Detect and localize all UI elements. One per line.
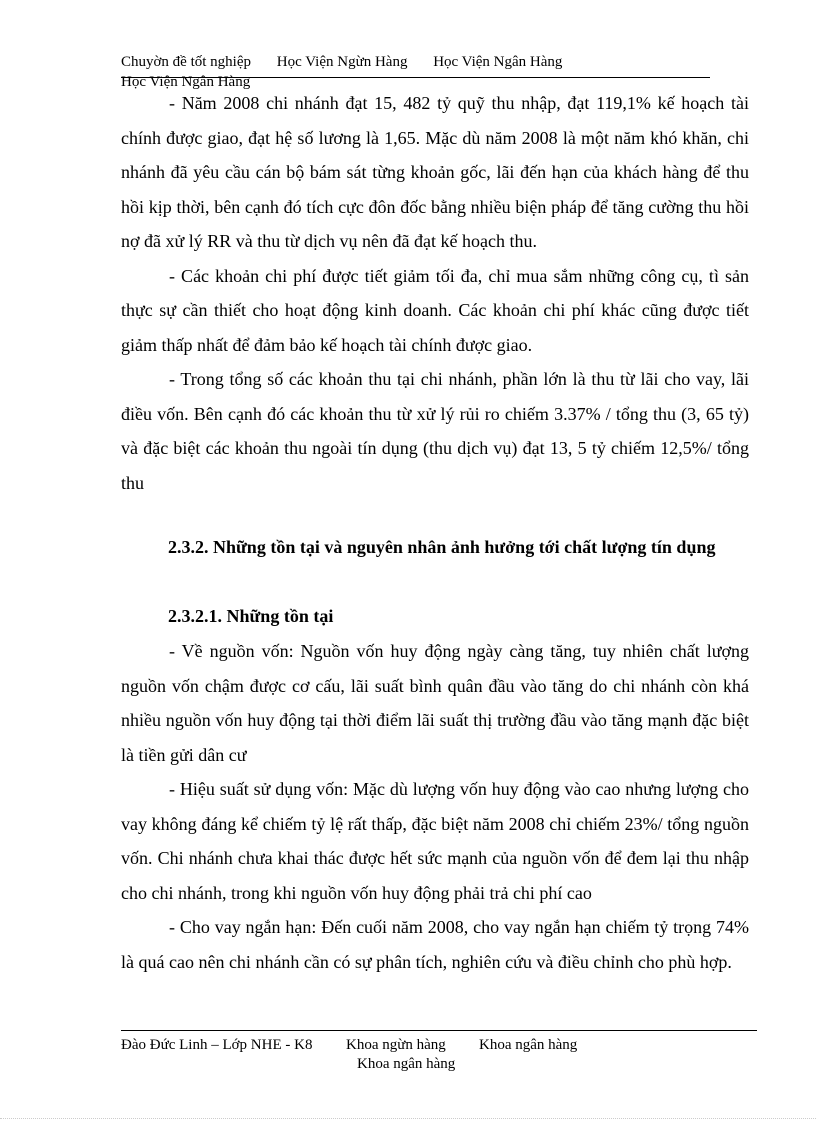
footer-divider — [121, 1030, 757, 1031]
header-school-line-2: Học Viện Ngân Hàng — [121, 74, 251, 90]
paragraph-income: - Năm 2008 chi nhánh đạt 15, 482 tỷ quỹ thu nhập, đạt 119,1% kế hoạch tài chính được giao, đạt hệ số lương là 1,65. Mặc dù năm 2008 là một năm khó khăn, chi nhánh đã yêu cầu cán bộ bám sát từng khoản gốc, lãi đến hạn của khách hàng để thu hồi kịp thời, bên cạnh đó tích cực đôn đốc bằng nhiều biện pháp để tăng cường thu hồi nợ đã xử lý RR và thu từ dịch vụ nên đã đạt kế hoạch thu. — [121, 93, 749, 251]
page-header — [121, 54, 584, 71]
header-school-label: Học Viện Ngừn Hàng — [276, 54, 408, 70]
page-footer — [121, 1037, 578, 1054]
footer-school-label-2: Khoa ngân hàng — [479, 1037, 578, 1053]
body-block-1 — [121, 86, 749, 500]
paragraph-revenue: - Trong tổng số các khoản thu tại chi nhánh, phần lớn là thu từ lãi cho vay, lãi điều vốn. Bên cạnh đó các khoản thu từ xử lý rủi ro chiếm 3.37% / tổng thu (3, 65 tỷ) và đặc biệt các khoản thu ngoài tín dụng (thu dịch vụ) đạt 13, 5 tỷ chiếm 12,5%/ tổng thu — [121, 369, 749, 493]
paragraph-short-term-lending: - Cho vay ngắn hạn: Đến cuối năm 2008, cho vay ngắn hạn chiếm tỷ trọng 74% là quá cao nên chi nhánh cần có sự phân tích, nghiên cứu và điều chỉnh cho phù hợp. — [121, 917, 749, 972]
header-thesis-label: Chuyờn đề tốt nghiệp — [121, 54, 252, 70]
subsection-heading: 2.3.2.1. Những tồn tại — [168, 606, 334, 626]
paragraph-capital-sources: - Về nguồn vốn: Nguồn vốn huy động ngày càng tăng, tuy nhiên chất lượng nguồn vốn chậm được cơ cấu, lãi suất bình quân đầu vào tăng do chi nhánh còn khá nhiều nguồn vốn huy động tại thời điểm lãi suất thị trường đầu vào tăng mạnh đặc biệt là tiền gửi dân cư — [121, 641, 749, 765]
footer-school-line-2: Khoa ngân hàng — [357, 1056, 456, 1072]
footer-school-label: Khoa ngừn hàng — [346, 1037, 446, 1053]
body-block-2 — [121, 634, 749, 979]
paragraph-costs: - Các khoản chi phí được tiết giảm tối đa, chỉ mua sắm những công cụ, tì sản thực sự cần thiết cho hoạt động kinh doanh. Các khoản chi phí khác cũng được tiết giảm thấp nhất để đảm bảo kế hoạch tài chính được giao. — [121, 265, 749, 355]
section-heading: 2.3.2. Những tồn tại và nguyên nhân ảnh hưởng tới chất lượng tín dụng — [168, 537, 716, 557]
page-edge-divider — [0, 1118, 816, 1119]
paragraph-capital-efficiency: - Hiệu suất sử dụng vốn: Mặc dù lượng vốn huy động vào cao nhưng lượng cho vay không đáng kể chiếm tỷ lệ rất thấp, đặc biệt năm 2008 chỉ chiếm 23%/ tổng nguồn vốn. Chi nhánh chưa khai thác được hết sức mạnh của nguồn vốn để đem lại thu nhập cho chi nhánh, trong khi nguồn vốn huy động phải trả chi phí cao — [121, 779, 749, 903]
header-school-label-2: Học Viện Ngân Hàng — [433, 54, 563, 70]
footer-author: Đào Đức Linh – Lớp NHE - K8 — [121, 1037, 313, 1053]
